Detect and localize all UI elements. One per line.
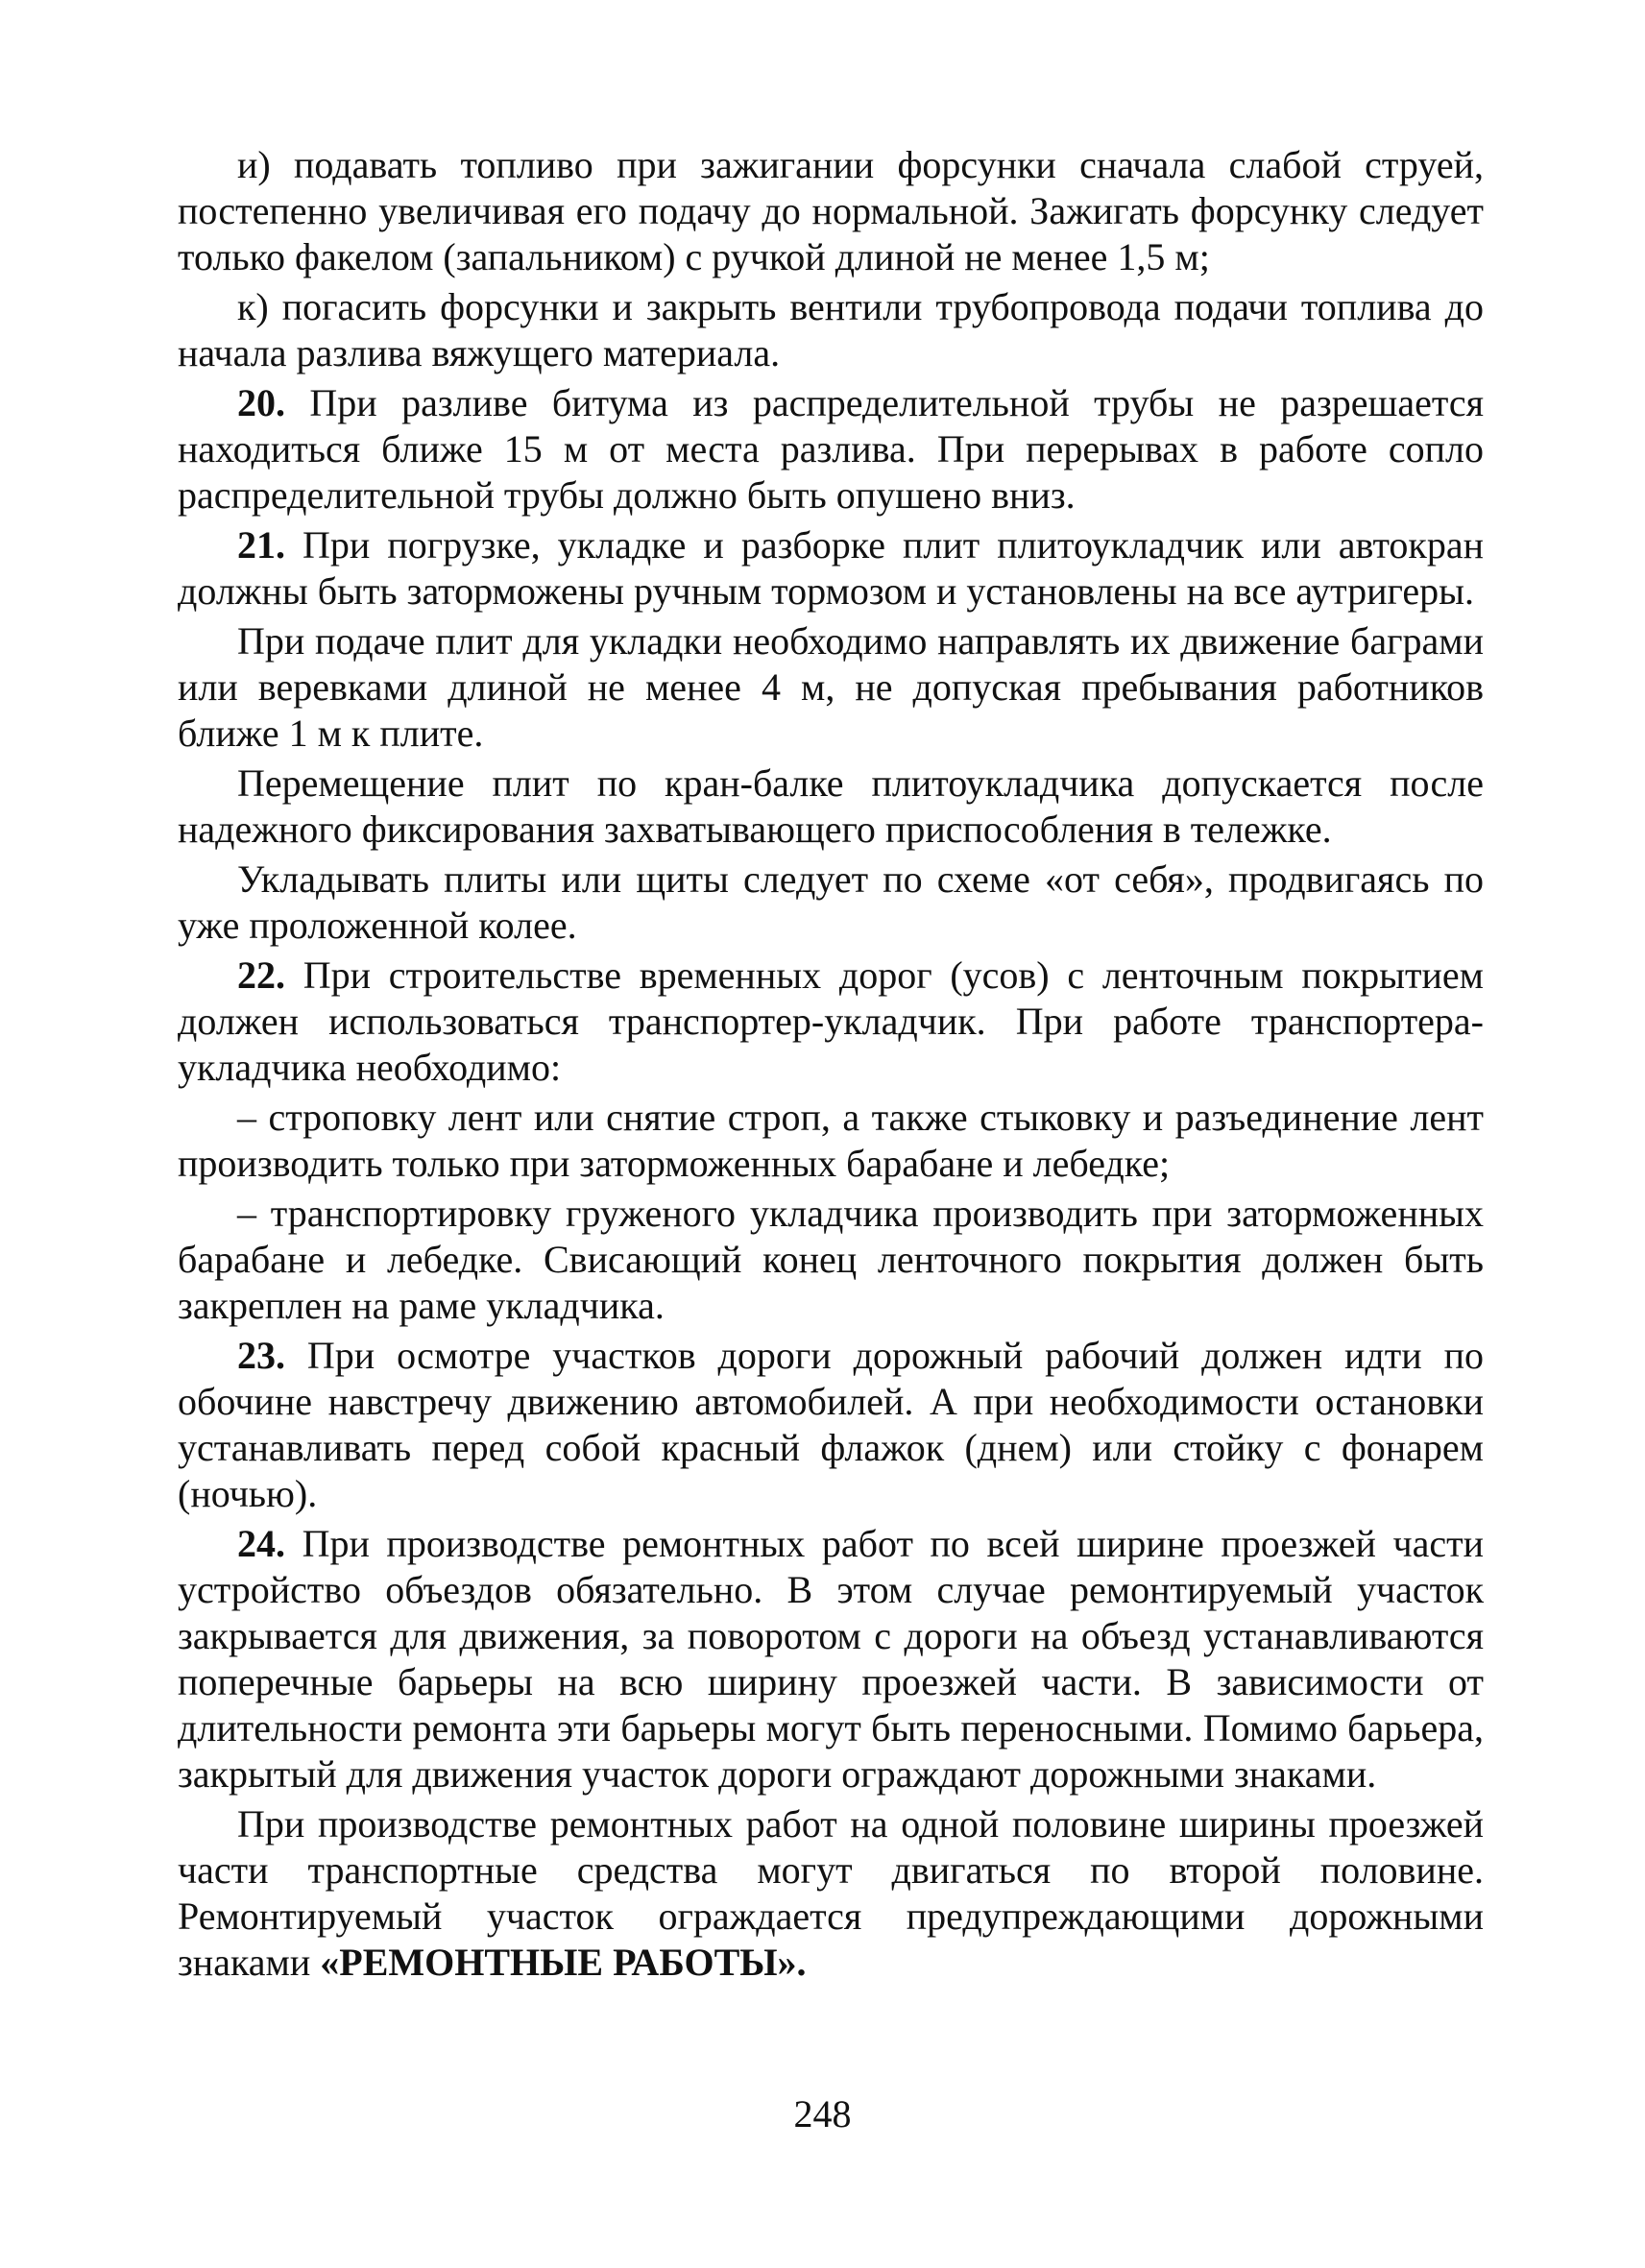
- paragraph-21-a: При подаче плит для укладки необходимо направлять их движение баграми или веревками длиной не менее 4 м, не допуская пребывания работников ближе 1 м к плите.: [178, 619, 1484, 755]
- paragraph-21-c: Укладывать плиты или щиты следует по схеме «от себя», продвигаясь по уже проложенной колее.: [178, 857, 1484, 947]
- paragraph-24-text: При производстве ремонтных работ по всей ширине проезжей части устройство объездов обязательно. В этом случае ремонтируемый участок закрывается для движения, за поворотом с дороги на объезд устанавливаются поперечные барьеры на всю ширину проезжей части. В зависимости от длительности ремонта эти барьеры могут быть переносными. Помимо барьера, закрытый для движения участок дороги ограждают дорожными знаками.: [178, 1522, 1484, 1796]
- page-number: 248: [793, 2092, 852, 2135]
- paragraph-21: [178, 522, 1484, 615]
- paragraph-item-k: к) погасить форсунки и закрыть вентили трубопровода подачи топлива до начала разлива вяжущего материала.: [178, 285, 1484, 374]
- paragraph-23-text: При осмотре участков дороги дорожный рабочий должен идти по обочине навстречу движению автомобилей. А при необходимости остановки устанавливать перед собой красный флажок (днем) или стойку с фонарем (ночью).: [178, 1334, 1484, 1515]
- paragraph-22-dash-1: – строповку лент или снятие строп, а также стыковку и разъединение лент производить только при заторможенных барабане и лебедке;: [178, 1096, 1484, 1185]
- text-column: [178, 142, 1484, 1990]
- paragraph-20-text: При разливе битума из распределительной трубы не разрешается находиться ближе 15 м от места разлива. При перерывах в работе сопло распределительной трубы должно быть опушено вниз.: [178, 381, 1484, 517]
- section-number-24: 24.: [237, 1522, 285, 1565]
- paragraph-24-a: [178, 1801, 1484, 1986]
- section-number-20: 20.: [237, 381, 285, 424]
- paragraph-item-i: и) подавать топливо при зажигании форсунки сначала слабой струей, постепенно увеличивая его подачу до нормальной. Зажигать форсунку следует только факелом (запальником) с ручкой длиной не менее 1,5 м;: [178, 143, 1484, 278]
- section-number-22: 22.: [237, 953, 285, 997]
- paragraph-24-a-text: При производстве ремонтных работ на одной половине ширины проезжей части транспортные средства могут двигаться по второй половине. Ремонтируемый участок ограждается предупреждающими дорожными знаками: [178, 1802, 1484, 1984]
- paragraph-22-dash-2: – транспортировку груженого укладчика производить при заторможенных барабане и лебедке. Свисающий конец ленточного покрытия должен быть закреплен на раме укладчика.: [178, 1192, 1484, 1327]
- paragraph-24: [178, 1521, 1484, 1798]
- section-number-21: 21.: [237, 523, 285, 567]
- paragraph-22-text: При строительстве временных дорог (усов) с ленточным покрытием должен использоваться транспортер-укладчик. При работе транспортера-укладчика необходимо:: [178, 953, 1484, 1089]
- paragraph-21-text: При погрузке, укладке и разборке плит плитоукладчик или автокран должны быть заторможены ручным тормозом и установлены на все аутригеры.: [178, 523, 1484, 613]
- section-number-23: 23.: [237, 1334, 285, 1377]
- paragraph-23: [178, 1333, 1484, 1517]
- paragraph-20: [178, 380, 1484, 519]
- paragraph-21-b: Перемещение плит по кран-балке плитоукладчика допускается после надежного фиксирования захватывающего приспособления в тележке.: [178, 761, 1484, 851]
- sign-name-bold: «РЕМОНТНЫЕ РАБОТЫ».: [320, 1941, 807, 1984]
- paragraph-22: [178, 953, 1484, 1091]
